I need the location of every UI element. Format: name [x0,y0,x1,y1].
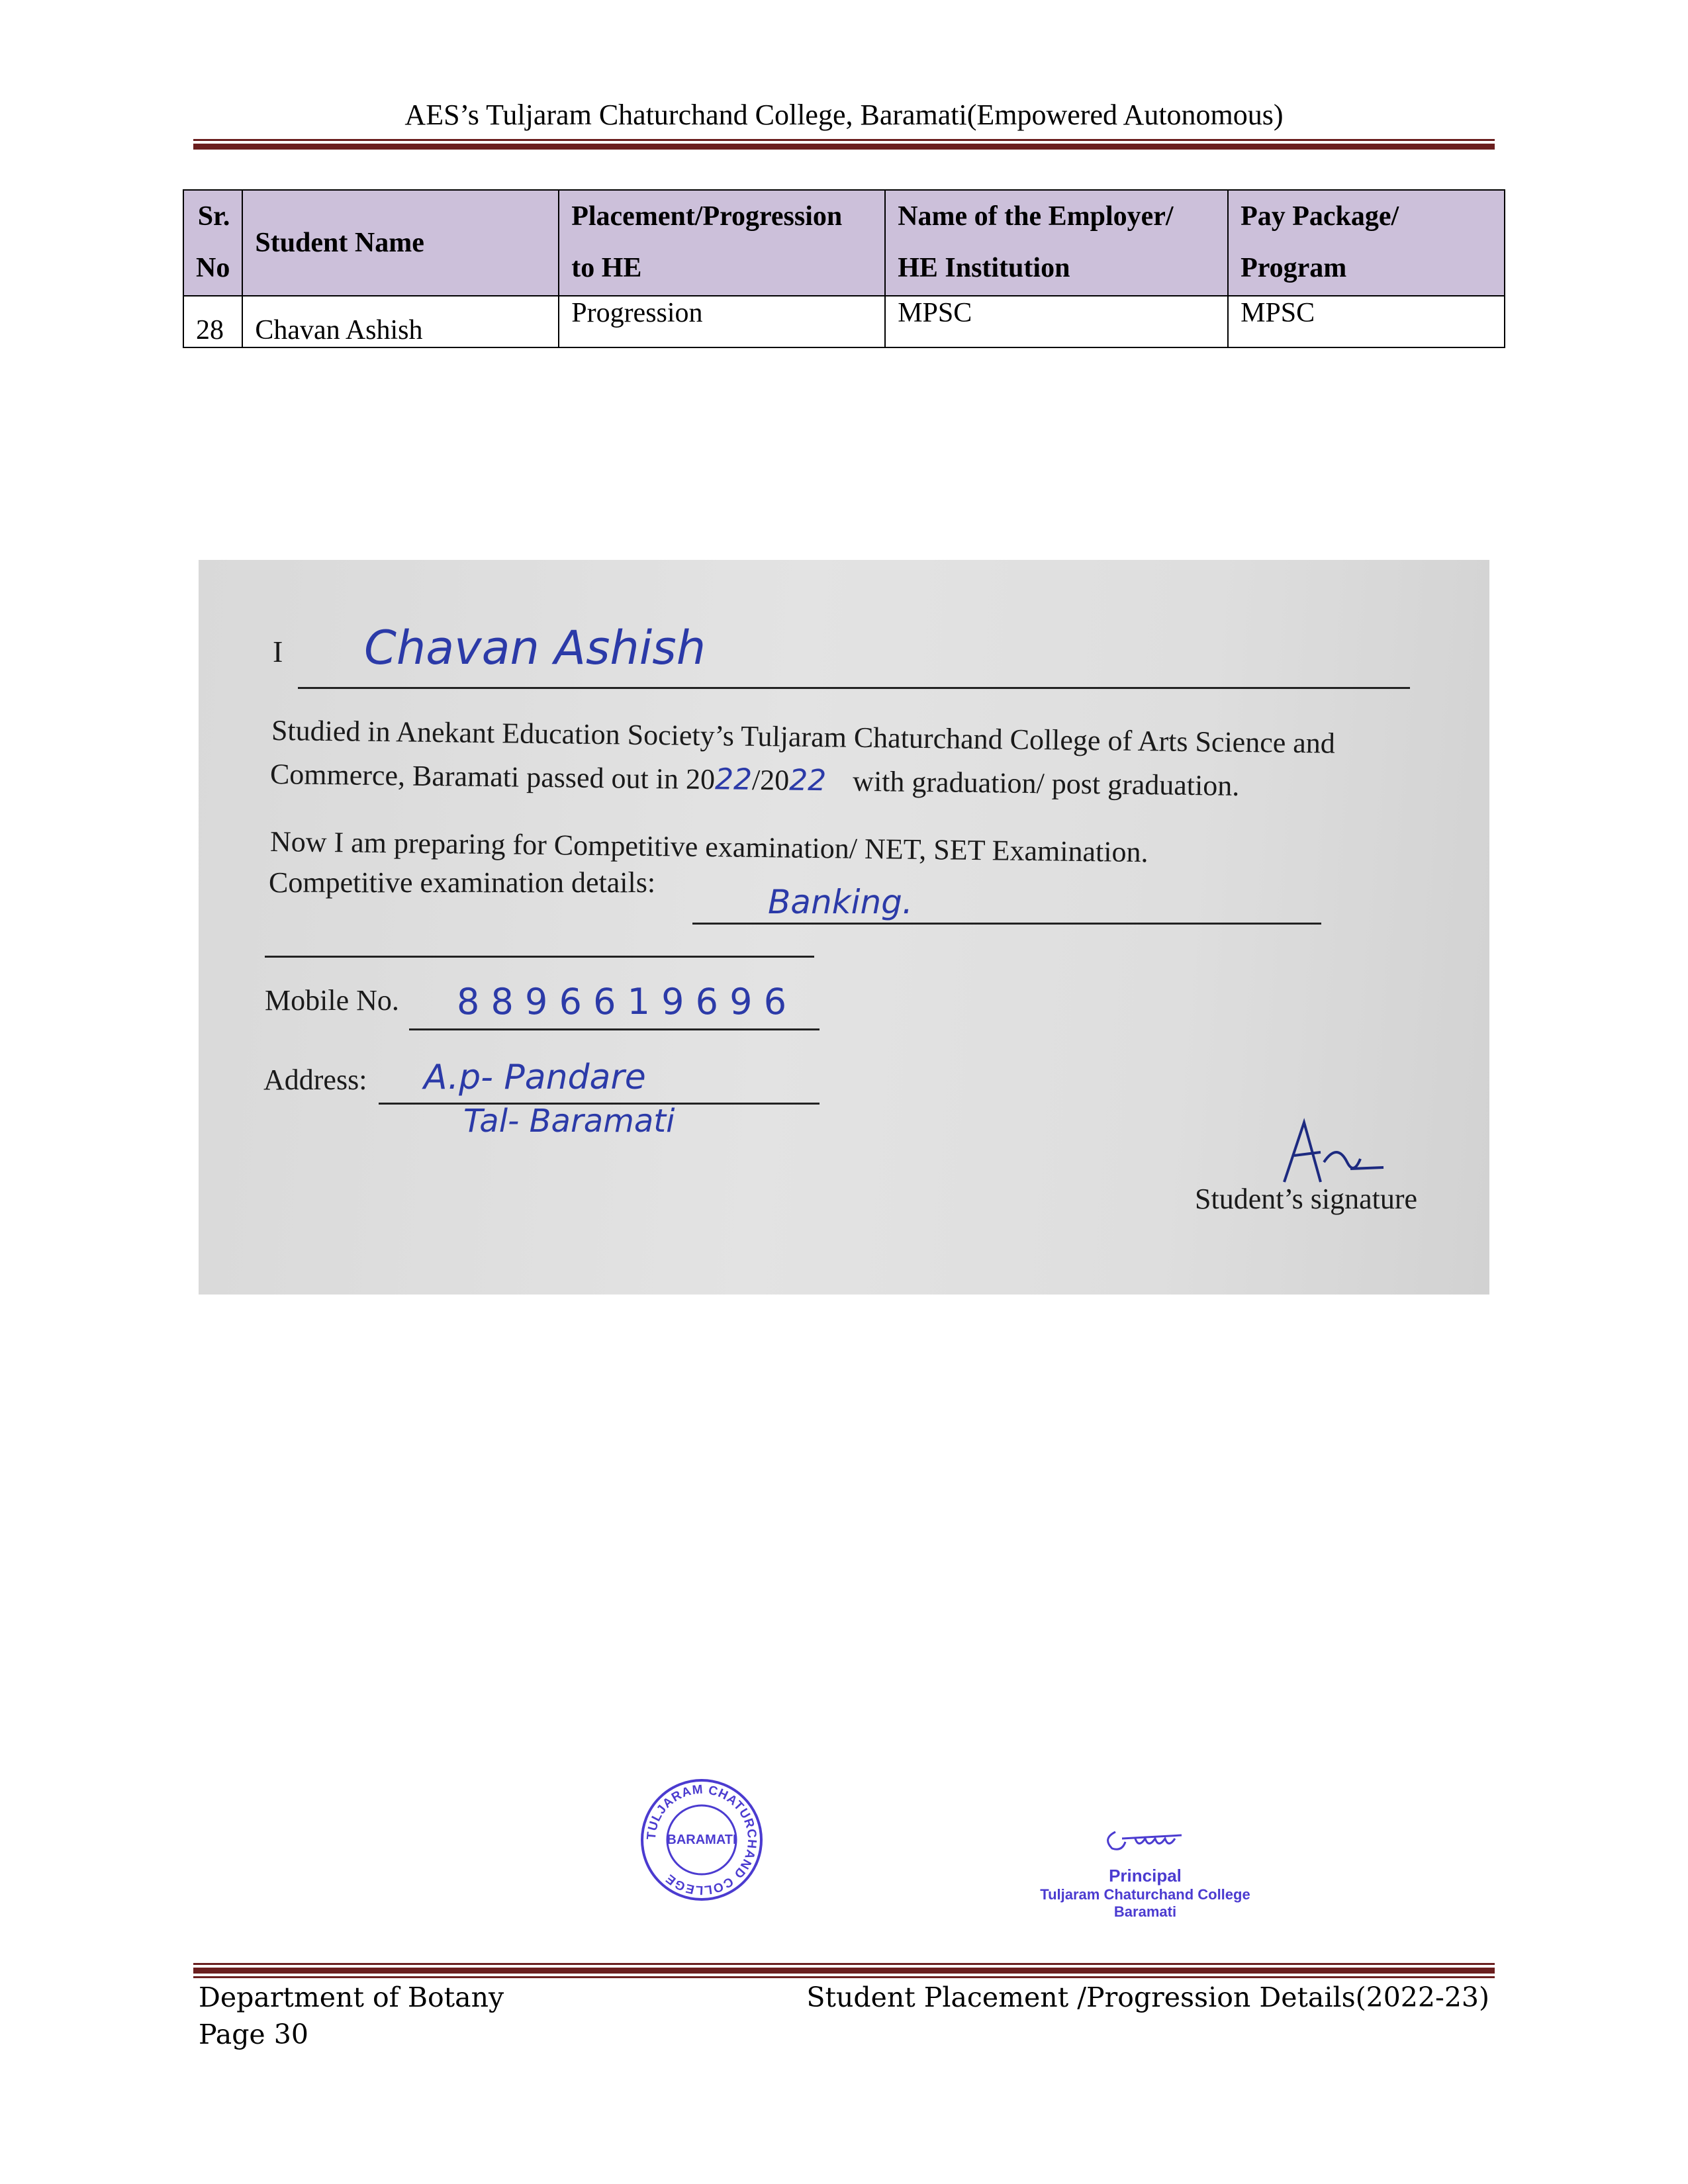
col-header-employer [885,190,1228,296]
table-row [183,296,1505,347]
declaration-line-2 [270,757,1240,803]
col-header-placement [559,190,885,296]
col-header-text: HE Institution [898,253,1070,283]
footer-rule [193,1963,1495,1978]
cell-placement: Progression [559,296,885,347]
principal-stamp [1033,1819,1258,1921]
col-header-student-name [242,190,559,296]
details-line-2 [265,956,814,958]
cell-employer: MPSC [885,296,1228,347]
mobile-line [409,1028,820,1030]
address-label: Address: [263,1064,367,1096]
seal-ring-text: TULJARAM CHATURCHAND COLLEGE [644,1782,759,1897]
handwritten-year-end: 22 [788,763,827,798]
principal-place: Baramati [1113,1903,1177,1920]
details-line [692,923,1321,925]
cell-sr-no: 28 [183,296,242,347]
cell-student-name: Chavan Ashish [242,296,559,347]
declaration-line-1: Studied in Anekant Education Society’s Tuljaram Chaturchand College of Arts Science and [271,714,1336,760]
line2-part-a: Commerce, Baramati passed out in 20 [269,758,716,796]
name-line [298,687,1410,689]
col-header-text: Placement/Progression [571,201,843,232]
line2-part-c: with graduation/ post graduation. [852,764,1240,802]
principal-title: Principal [1109,1866,1182,1886]
col-header-text: Sr. [197,201,230,232]
cell-pay-package: MPSC [1228,296,1505,347]
header-rule [193,139,1495,150]
col-header-pay-package [1228,190,1505,296]
handwritten-address-2: Tal- Baramati [463,1103,675,1140]
table-header-row [183,190,1505,296]
col-header-text: Program [1241,253,1347,283]
handwritten-name: Chavan Ashish [364,621,706,675]
seal-center-text: BARAMATI [667,1833,737,1847]
handwritten-year-start: 22 [714,762,753,797]
mobile-label: Mobile No. [265,984,399,1017]
col-header-text: No [196,253,230,283]
declaration-line-3: Now I am preparing for Competitive examination/ NET, SET Examination. [269,825,1149,869]
handwritten-details: Banking. [768,883,913,921]
footer-department: Department of Botany [199,1981,504,2013]
page-header-title: AES’s Tuljaram Chaturchand College, Baramati(Empowered Autonomous) [404,99,1284,131]
col-header-text: Pay Package/ [1241,201,1399,232]
signature-label: Student’s signature [1195,1183,1418,1215]
declaration-line-4: Competitive examination details: [269,866,656,899]
placement-table [183,189,1505,348]
col-header-text: Name of the Employer/ [898,201,1174,232]
principal-college: Tuljaram Chaturchand College [1040,1886,1250,1903]
declaration-photo [199,560,1489,1295]
footer-left [199,1979,504,2053]
i-prefix: I [273,635,283,668]
footer-page-number: Page 30 [199,2019,308,2050]
footer-report-title: Student Placement /Progression Details(2022-23) [806,1981,1489,2013]
col-header-text: to HE [571,253,642,283]
principal-signature-icon [1096,1819,1195,1858]
handwritten-address-1: A.p- Pandare [424,1058,646,1097]
handwritten-mobile: 8 8 9 6 6 1 9 6 9 6 [457,981,787,1023]
col-header-sr-no [183,190,242,296]
col-header-text: Student Name [255,228,424,258]
line2-part-b: /20 [751,763,790,797]
college-seal-icon [639,1778,764,1902]
